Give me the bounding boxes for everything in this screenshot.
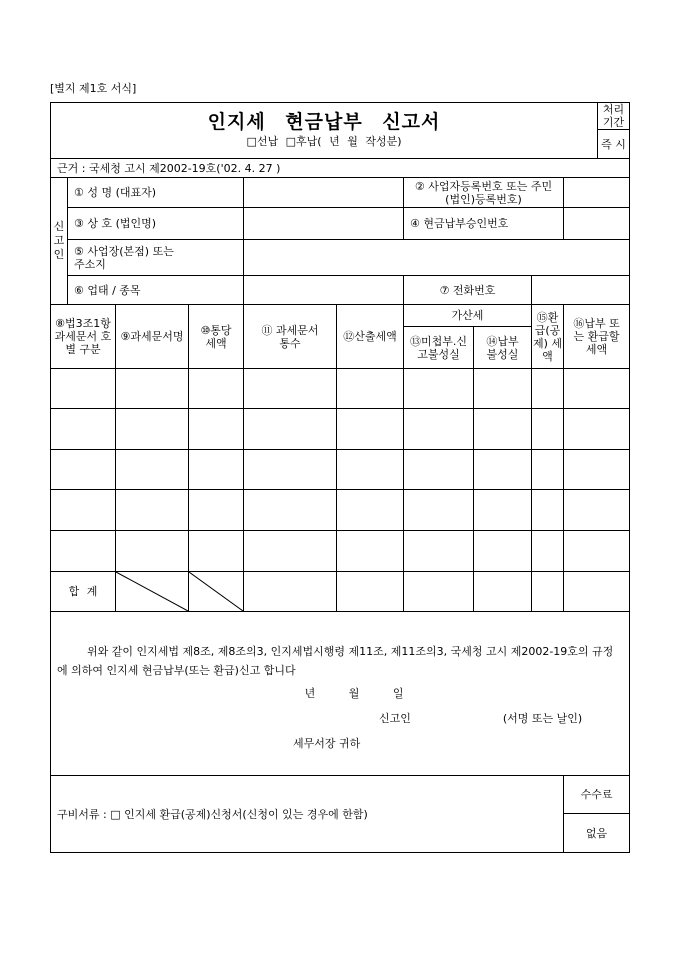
- business-type-field[interactable]: [244, 276, 404, 305]
- declaration-date[interactable]: 년 월 일: [304, 687, 404, 700]
- processing-value: 즉 시: [598, 130, 630, 159]
- col-classification-header: ⑧법3조1항 과세문서 호별 구분: [51, 305, 116, 369]
- col-doc-name-header: ⑨과세문서명: [116, 305, 189, 369]
- attachments: 구비서류 : □ 인지세 환급(공제)신청서(신청이 있는 경우에 한함): [51, 776, 564, 853]
- total-doc-name-crossed: [116, 572, 189, 612]
- total-label: 합 계: [51, 572, 116, 612]
- address-label: ⑤ 사업장(본점) 또는 주소지: [68, 240, 244, 276]
- total-row: [51, 572, 630, 612]
- company-name-label: ③ 상 호 (법인명): [68, 208, 244, 240]
- col-computed-tax-header: ⑫산출세액: [337, 305, 404, 369]
- addressee: 세무서장 귀하: [293, 737, 361, 750]
- col-doc-count-header: ⑪ 과세문서 통수: [244, 305, 337, 369]
- col-tax-per-doc-header: ⑩통당 세액: [189, 305, 244, 369]
- fee-value: 없음: [564, 814, 630, 853]
- col-refund-header: ⑮환급(공제) 세액: [532, 305, 564, 369]
- table-row: [51, 531, 630, 572]
- form-label: [별지 제1호 서식]: [50, 82, 137, 95]
- approval-number-label: ④ 현금납부승인번호: [404, 208, 564, 240]
- declaration-text: 위와 같이 인지세법 제8조, 제8조의3, 인지세법시행령 제11조, 제11조의3, 국세청 고시 제2002-19호의 규정에 의하여 인지세 현금납부(또는 환급)신고 합니다: [57, 645, 614, 677]
- form-title: 인지세 현금납부 신고서: [207, 110, 441, 133]
- name-field[interactable]: [244, 178, 404, 208]
- col-unattached-header: ⑬미첩부.신고불성실: [404, 327, 474, 369]
- reporter-side-label: 신 고 인: [51, 178, 68, 305]
- company-name-field[interactable]: [244, 208, 404, 240]
- registration-number-field[interactable]: [564, 178, 630, 208]
- legal-basis: 근거 : 국세청 고시 제2002-19호('02. 4. 27 ): [51, 159, 630, 178]
- table-row: [51, 490, 630, 531]
- report-form: [50, 102, 630, 853]
- signature-note: (서명 또는 날인): [502, 712, 583, 725]
- fee-label: 수수료: [564, 776, 630, 814]
- table-row: [51, 450, 630, 490]
- approval-number-field[interactable]: [564, 208, 630, 240]
- title-block: [51, 103, 598, 159]
- address-field[interactable]: [244, 240, 630, 276]
- col-late-payment-header: ⑭납부 불성실: [474, 327, 532, 369]
- phone-field[interactable]: [532, 276, 630, 305]
- declaration-block: [51, 612, 630, 776]
- business-type-label: ⑥ 업태 / 종목: [68, 276, 244, 305]
- phone-label: ⑦ 전화번호: [404, 276, 532, 305]
- total-tax-per-doc-crossed: [189, 572, 244, 612]
- form-subtitle: □선납 □후납( 년 월 작성분): [246, 134, 402, 148]
- col-penalty-header: 가산세: [404, 305, 532, 327]
- name-label: ① 성 명 (대표자): [68, 178, 244, 208]
- registration-number-label: ② 사업자등록번호 또는 주민(법인)등록번호): [404, 178, 564, 208]
- signature-line: [57, 709, 621, 728]
- table-row: [51, 369, 630, 409]
- table-row: [51, 409, 630, 450]
- signer-label: 신고인: [379, 712, 411, 725]
- processing-label: 처리기간: [598, 103, 630, 130]
- col-payable-header: ⑯납부 또는 환급할 세액: [564, 305, 630, 369]
